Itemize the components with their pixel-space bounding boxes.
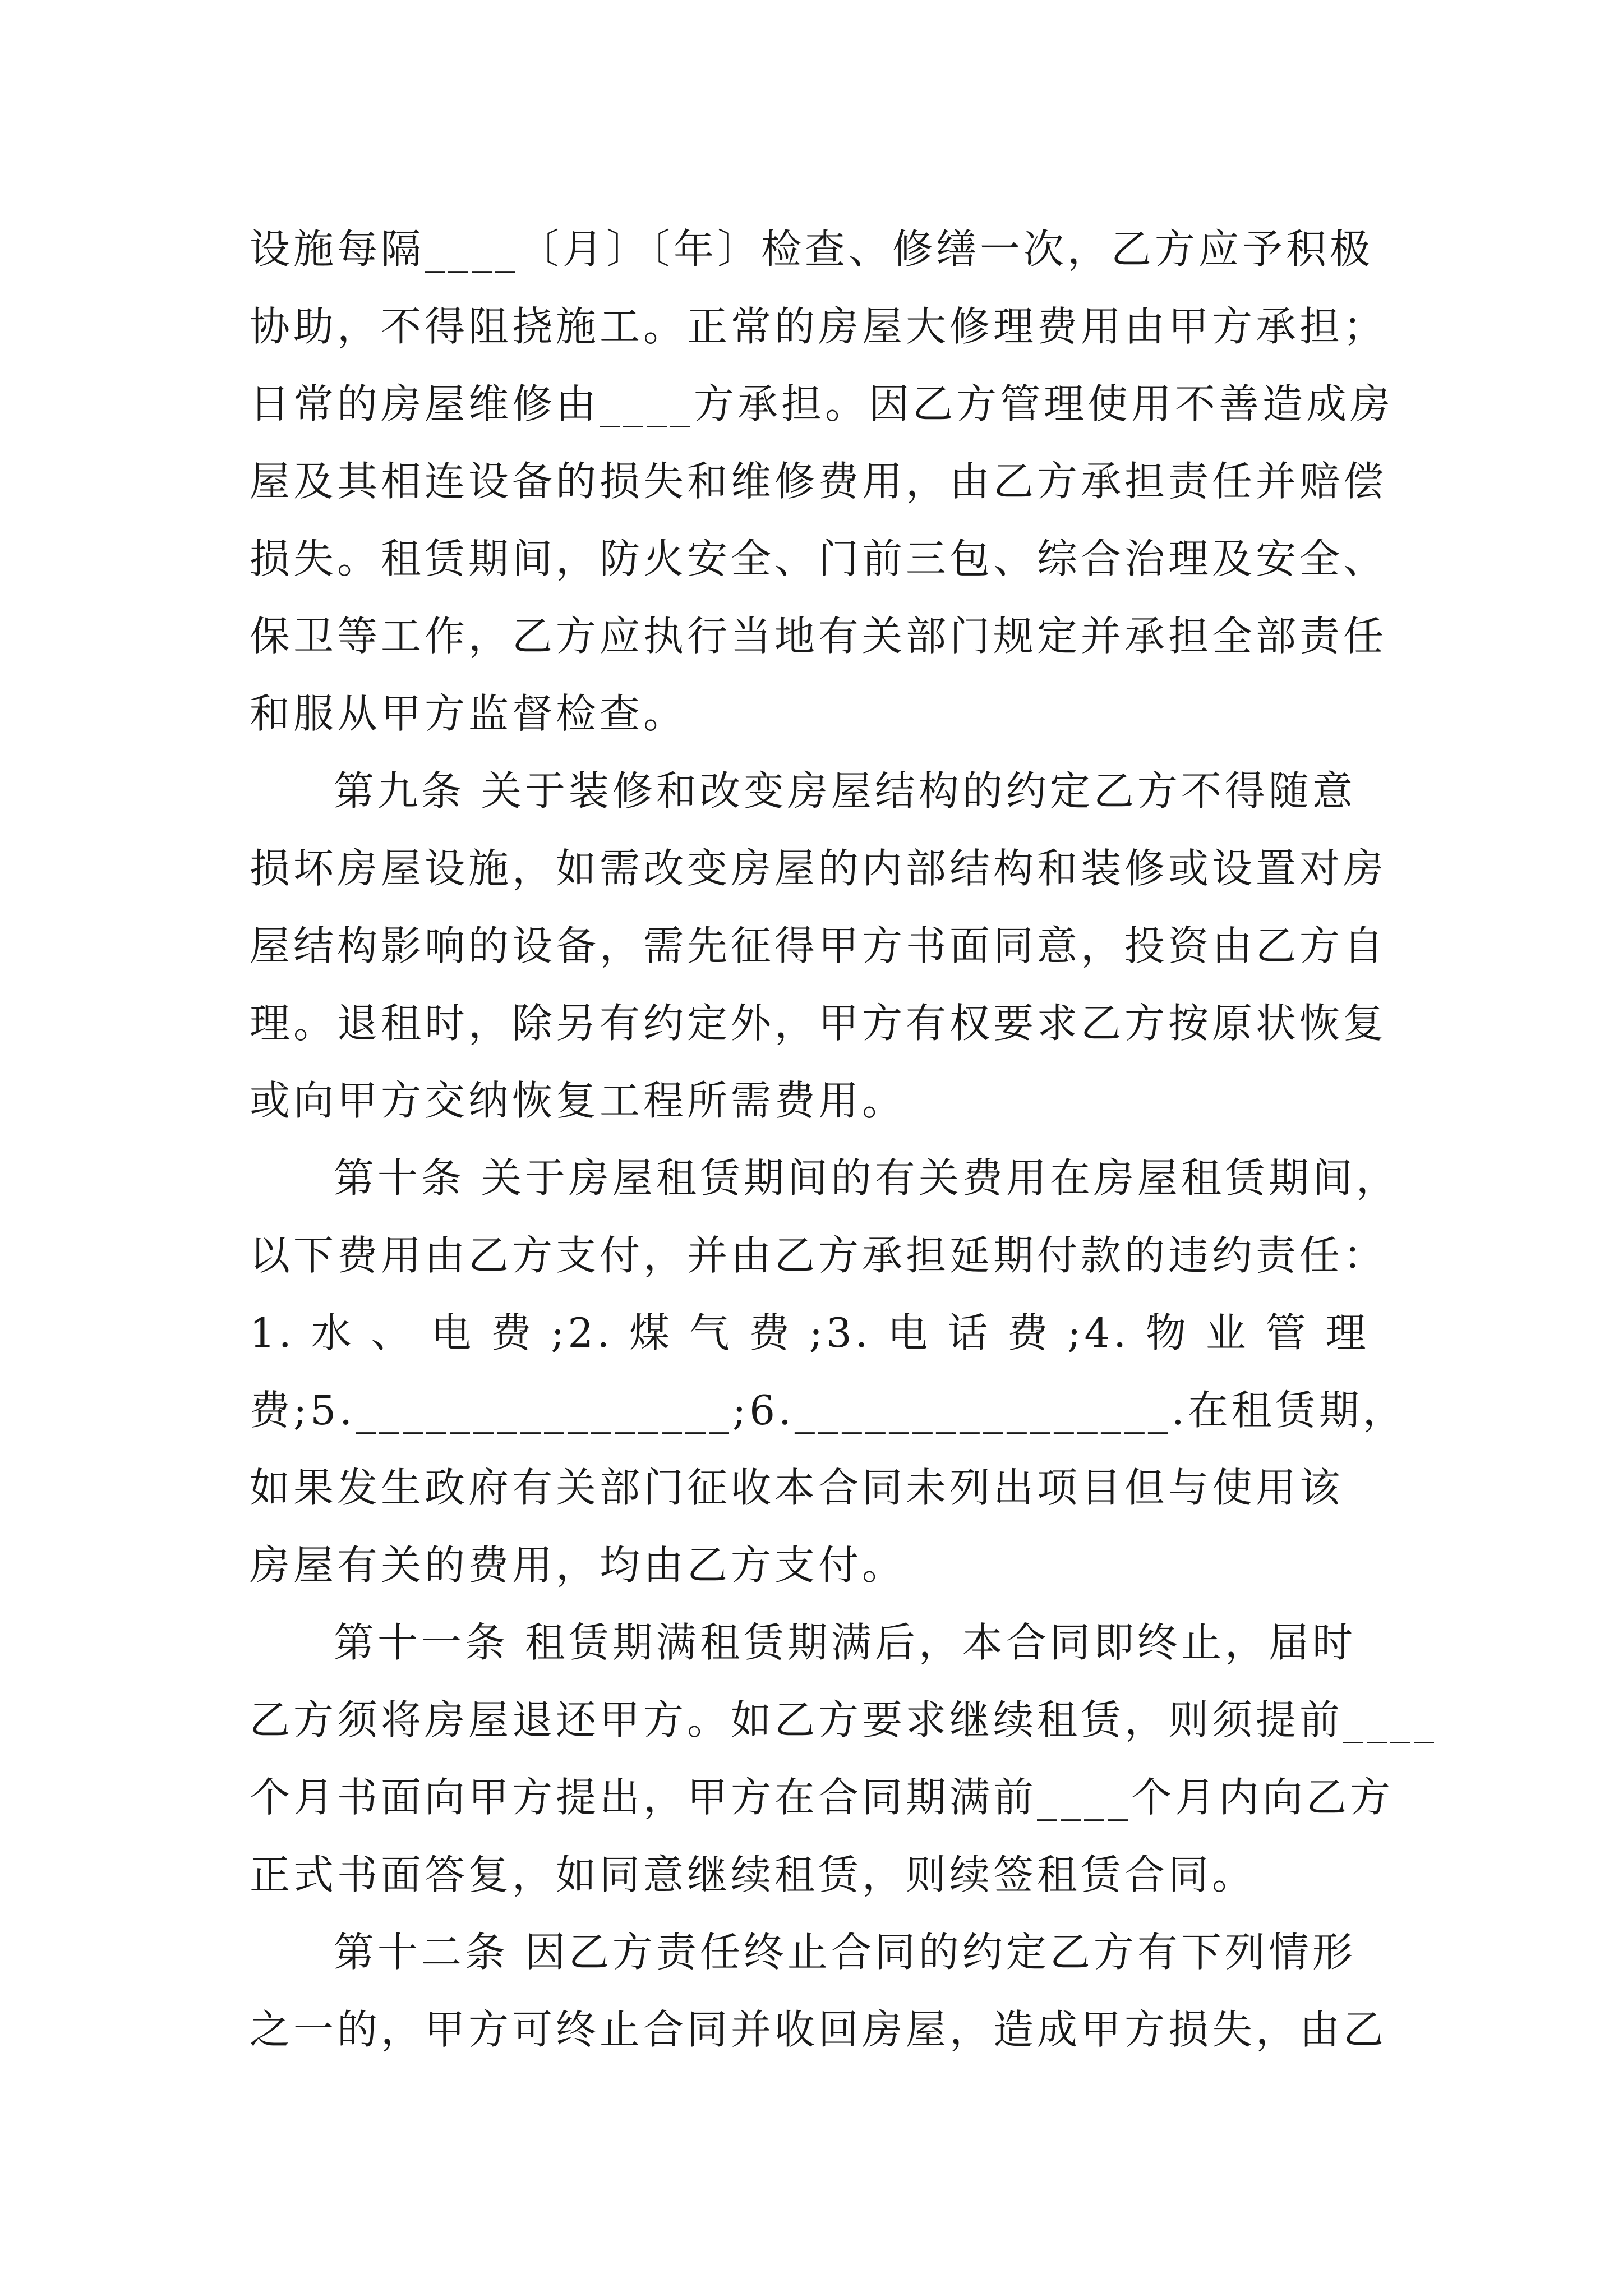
text-line: 以下费用由乙方支付，并由乙方承担延期付款的违约责任： <box>250 1232 1387 1279</box>
text-line: 屋及其相连设备的损失和维修费用，由乙方承担责任并赔偿 <box>250 458 1387 505</box>
text-line: 屋结构影响的设备，需先征得甲方书面同意，投资由乙方自 <box>250 922 1387 969</box>
text-line: 之一的，甲方可终止合同并收回房屋，造成甲方损失，由乙 <box>250 2006 1387 2053</box>
text-line: 个月书面向甲方提出，甲方在合同期满前____个月内向乙方 <box>250 1774 1394 1821</box>
text-line: 费;5.________________;6.________________.在租赁期， <box>250 1387 1407 1434</box>
paragraph-article-10 <box>250 1139 1407 1604</box>
text-line: 损失。租赁期间，防火安全、门前三包、综合治理及安全、 <box>250 535 1387 582</box>
text-line: 损坏房屋设施，如需改变房屋的内部结构和装修或设置对房 <box>250 845 1387 892</box>
text-line: 第十条 关于房屋租赁期间的有关费用在房屋租赁期间， <box>334 1154 1400 1202</box>
text-line: 或向甲方交纳恢复工程所需费用。 <box>250 1077 906 1124</box>
paragraph-article-12 <box>250 1913 1388 2068</box>
text-line: 乙方须将房屋退还甲方。如乙方要求继续租赁，则须提前____ <box>250 1696 1438 1743</box>
text-line: 第十一条 租赁期满租赁期满后，本合同即终止，届时 <box>334 1619 1356 1666</box>
paragraph-article-11 <box>250 1604 1438 1913</box>
text-line: 日常的房屋维修由____方承担。因乙方管理使用不善造成房 <box>250 380 1394 427</box>
text-line: 和服从甲方监督检查。 <box>250 690 688 737</box>
paragraph-maintenance-clause <box>250 210 1394 752</box>
text-line: 如果发生政府有关部门征收本合同未列出项目但与使用该 <box>250 1464 1344 1511</box>
document-body <box>250 210 1438 2068</box>
text-line: 理。退租时，除另有约定外，甲方有权要求乙方按原状恢复 <box>250 1000 1387 1047</box>
text-line: 协助，不得阻挠施工。正常的房屋大修理费用由甲方承担； <box>250 303 1387 350</box>
text-line: 第十二条 因乙方责任终止合同的约定乙方有下列情形 <box>334 1929 1356 1976</box>
text-line: 设施每隔____〔月〕〔年〕检查、修缮一次，乙方应予积极 <box>250 226 1374 273</box>
text-line: 保卫等工作，乙方应执行当地有关部门规定并承担全部责任 <box>250 613 1387 660</box>
text-line: 1. 水 、 电 费 ;2. 煤 气 费 ;3. 电 话 费 ;4. 物 业 管 理 <box>250 1309 1370 1356</box>
text-line: 房屋有关的费用，均由乙方支付。 <box>250 1542 906 1589</box>
paragraph-article-9 <box>250 752 1388 1139</box>
text-line: 正式书面答复，如同意继续租赁，则续签租赁合同。 <box>250 1851 1256 1898</box>
text-line: 第九条 关于装修和改变房屋结构的约定乙方不得随意 <box>334 767 1356 815</box>
